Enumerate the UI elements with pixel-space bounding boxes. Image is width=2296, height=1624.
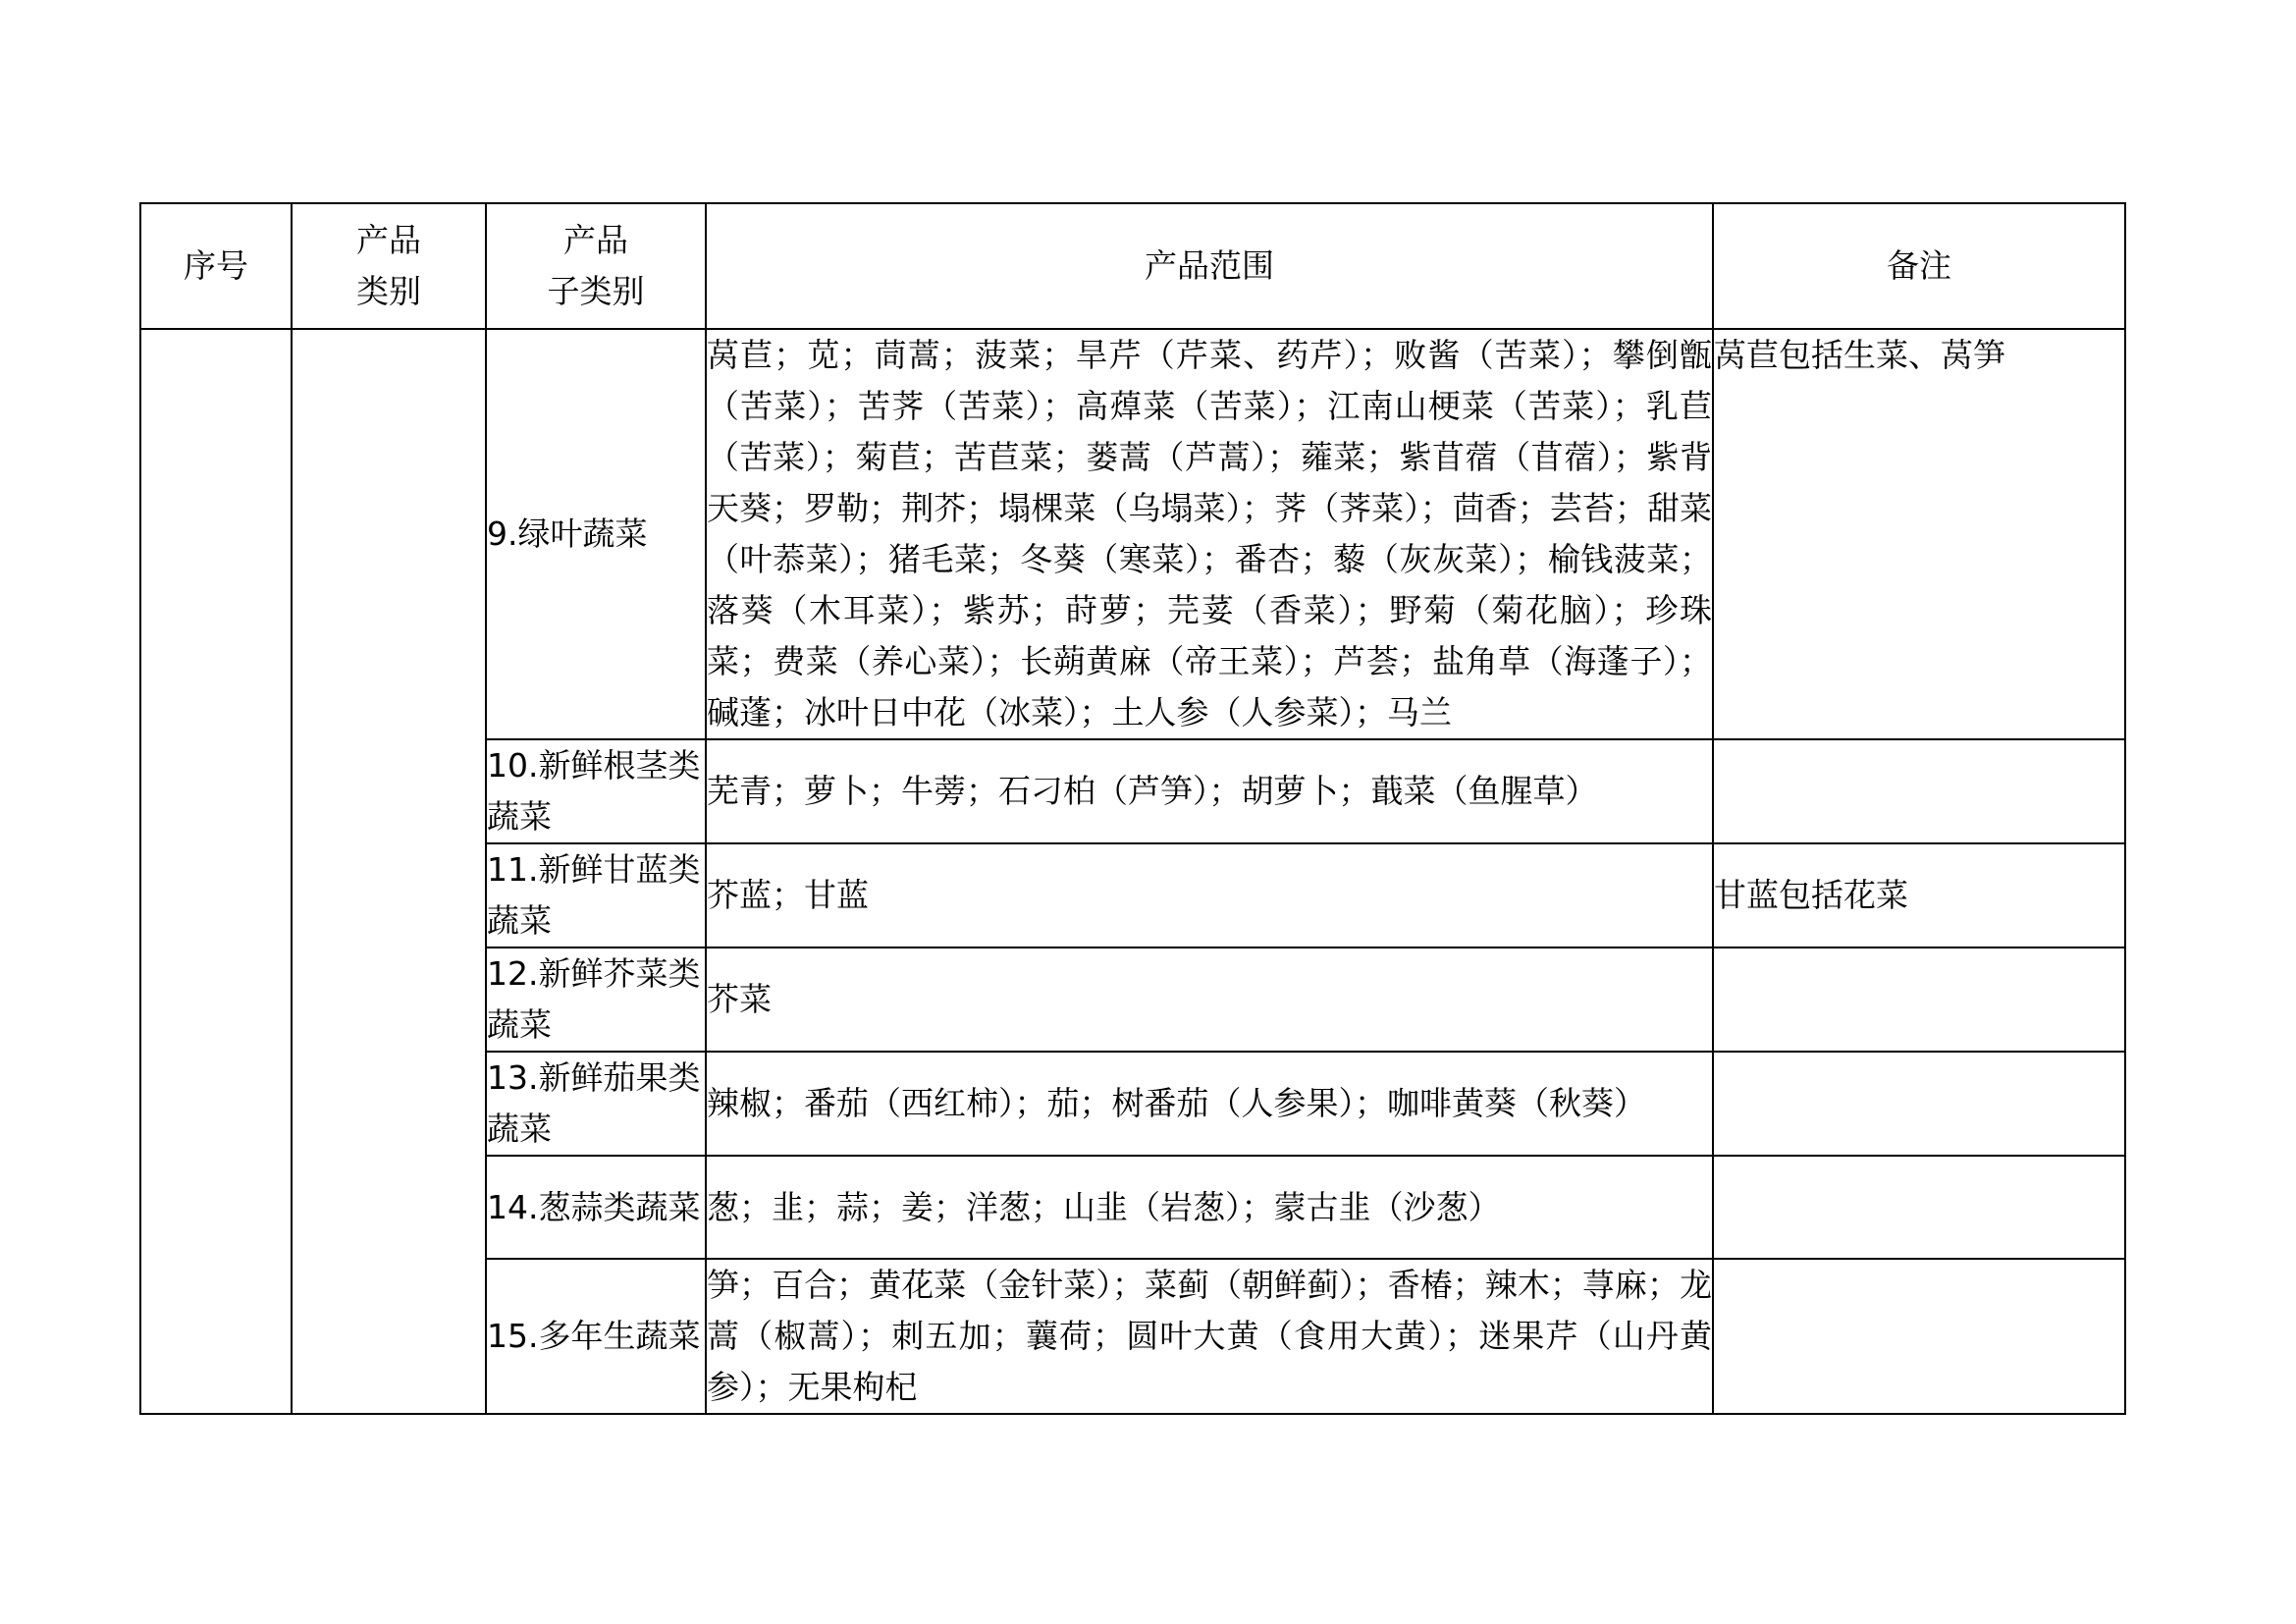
note-cell: 莴苣包括生菜、莴笋 [1713, 329, 2125, 739]
category-cell [292, 329, 486, 1414]
range-cell: 莴苣；苋；茼蒿；菠菜；旱芹（芹菜、药芹）；败酱（苦菜）；攀倒甑（苦菜）；苦荠（苦菜）；高蔊菜（苦菜）；江南山梗菜（苦菜）；乳苣（苦菜）；菊苣；苦苣菜；蒌蒿（芦蒿）；蕹菜；紫苜蓿（苜蓿）；紫背天葵；罗勒；荆芥；塌棵菜（乌塌菜）；荠（荠菜）；茴香；芸苔；甜菜（叶菾菜）；猪毛菜；冬葵（寒菜）；番杏；藜（灰灰菜）；榆钱菠菜；落葵（木耳菜）；紫苏；莳萝；芫荽（香菜）；野菊（菊花脑）；珍珠菜；费菜（养心菜）；长蒴黄麻（帝王菜）；芦荟；盐角草（海蓬子）；碱蓬；冰叶日中花（冰菜）；土人参（人参菜）；马兰 [706, 329, 1713, 739]
header-range: 产品范围 [706, 203, 1713, 329]
header-row [140, 203, 2125, 329]
note-cell: 甘蓝包括花菜 [1713, 843, 2125, 947]
range-cell: 葱；韭；蒜；姜；洋葱；山韭（岩葱）；蒙古韭（沙葱） [706, 1156, 1713, 1259]
range-cell: 芥蓝；甘蓝 [706, 843, 1713, 947]
range-cell: 芥菜 [706, 947, 1713, 1052]
note-cell [1713, 1259, 2125, 1414]
range-cell: 辣椒；番茄（西红柿）；茄；树番茄（人参果）；咖啡黄葵（秋葵） [706, 1052, 1713, 1156]
subcategory-cell: 11.新鲜甘蓝类蔬菜 [486, 843, 706, 947]
note-cell [1713, 947, 2125, 1052]
header-seq: 序号 [140, 203, 292, 329]
note-cell [1713, 739, 2125, 843]
subcategory-cell: 14.葱蒜类蔬菜 [486, 1156, 706, 1259]
subcategory-cell: 13.新鲜茄果类蔬菜 [486, 1052, 706, 1156]
header-note: 备注 [1713, 203, 2125, 329]
subcategory-cell: 15.多年生蔬菜 [486, 1259, 706, 1414]
header-category: 产品 类别 [292, 203, 486, 329]
range-cell: 笋；百合；黄花菜（金针菜）；菜蓟（朝鲜蓟）；香椿；辣木；荨麻；龙蒿（椒蒿）；刺五加；蘘荷；圆叶大黄（食用大黄）；迷果芹（山丹黄参）；无果枸杞 [706, 1259, 1713, 1414]
subcategory-cell: 10.新鲜根茎类蔬菜 [486, 739, 706, 843]
note-cell [1713, 1052, 2125, 1156]
note-cell [1713, 1156, 2125, 1259]
table-row [140, 329, 2125, 739]
seq-cell [140, 329, 292, 1414]
range-cell: 芜青；萝卜；牛蒡；石刁柏（芦笋）；胡萝卜；蕺菜（鱼腥草） [706, 739, 1713, 843]
subcategory-cell: 12.新鲜芥菜类蔬菜 [486, 947, 706, 1052]
header-subcategory: 产品 子类别 [486, 203, 706, 329]
product-table [139, 202, 2126, 1415]
subcategory-cell: 9.绿叶蔬菜 [486, 329, 706, 739]
